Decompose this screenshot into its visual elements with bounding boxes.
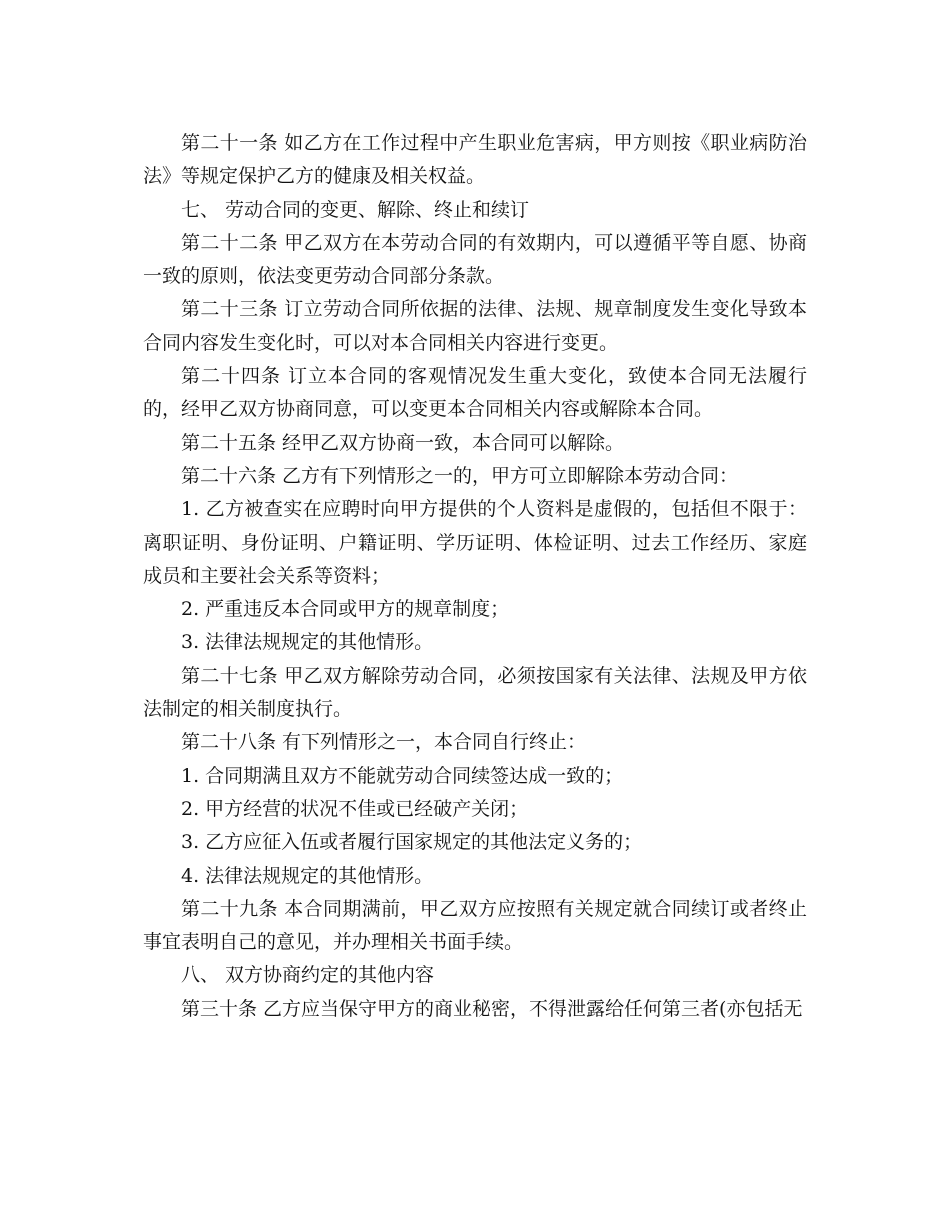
article-21: 第二十一条 如乙方在工作过程中产生职业危害病，甲方则按《职业病防治法》等规定保护乙方的健康及相关权益。	[143, 132, 807, 188]
section-heading-7: 七、 劳动合同的变更、解除、终止和续订	[181, 198, 530, 221]
article-27: 第二十七条 甲乙双方解除劳动合同，必须按国家有关法律、法规及甲方依法制定的相关制度执行。	[143, 664, 807, 721]
list-item: 3. 法律法规规定的其他情形。	[181, 631, 434, 654]
article-26: 第二十六条 乙方有下列情形之一的，甲方可立即解除本劳动合同：	[181, 464, 739, 487]
list-item: 4. 法律法规规定的其他情形。	[181, 864, 434, 887]
list-item: 1. 合同期满且双方不能就劳动合同续签达成一致的；	[181, 764, 624, 787]
section-heading-8: 八、 双方协商约定的其他内容	[181, 964, 435, 987]
document-body	[143, 127, 807, 1026]
list-item: 2. 严重违反本合同或甲方的规章制度；	[181, 598, 510, 621]
list-item: 3. 乙方应征入伍或者履行国家规定的其他法定义务的；	[181, 831, 643, 854]
article-25: 第二十五条 经甲乙双方协商一致，本合同可以解除。	[181, 431, 625, 454]
article-30: 第三十条 乙方应当保守甲方的商业秘密，不得泄露给任何第三者(亦包括无	[181, 997, 803, 1020]
list-item: 1. 乙方被查实在应聘时向甲方提供的个人资料是虚假的，包括但不限于：离职证明、身份证明、户籍证明、学历证明、体检证明、过去工作经历、家庭成员和主要社会关系等资料；	[143, 498, 807, 587]
article-28: 第二十八条 有下列情形之一，本合同自行终止：	[181, 731, 587, 754]
article-22: 第二十二条 甲乙双方在本劳动合同的有效期内，可以遵循平等自愿、协商一致的原则，依法变更劳动合同部分条款。	[143, 231, 807, 288]
list-item: 2. 甲方经营的状况不佳或已经破产关闭；	[181, 797, 529, 820]
article-23: 第二十三条 订立劳动合同所依据的法律、法规、规章制度发生变化导致本合同内容发生变化时，可以对本合同相关内容进行变更。	[143, 298, 807, 354]
article-24: 第二十四条 订立本合同的客观情况发生重大变化，致使本合同无法履行的，经甲乙双方协商同意，可以变更本合同相关内容或解除本合同。	[143, 365, 807, 421]
article-29: 第二十九条 本合同期满前，甲乙双方应按照有关规定就合同续订或者终止事宜表明自己的意见，并办理相关书面手续。	[143, 897, 807, 954]
